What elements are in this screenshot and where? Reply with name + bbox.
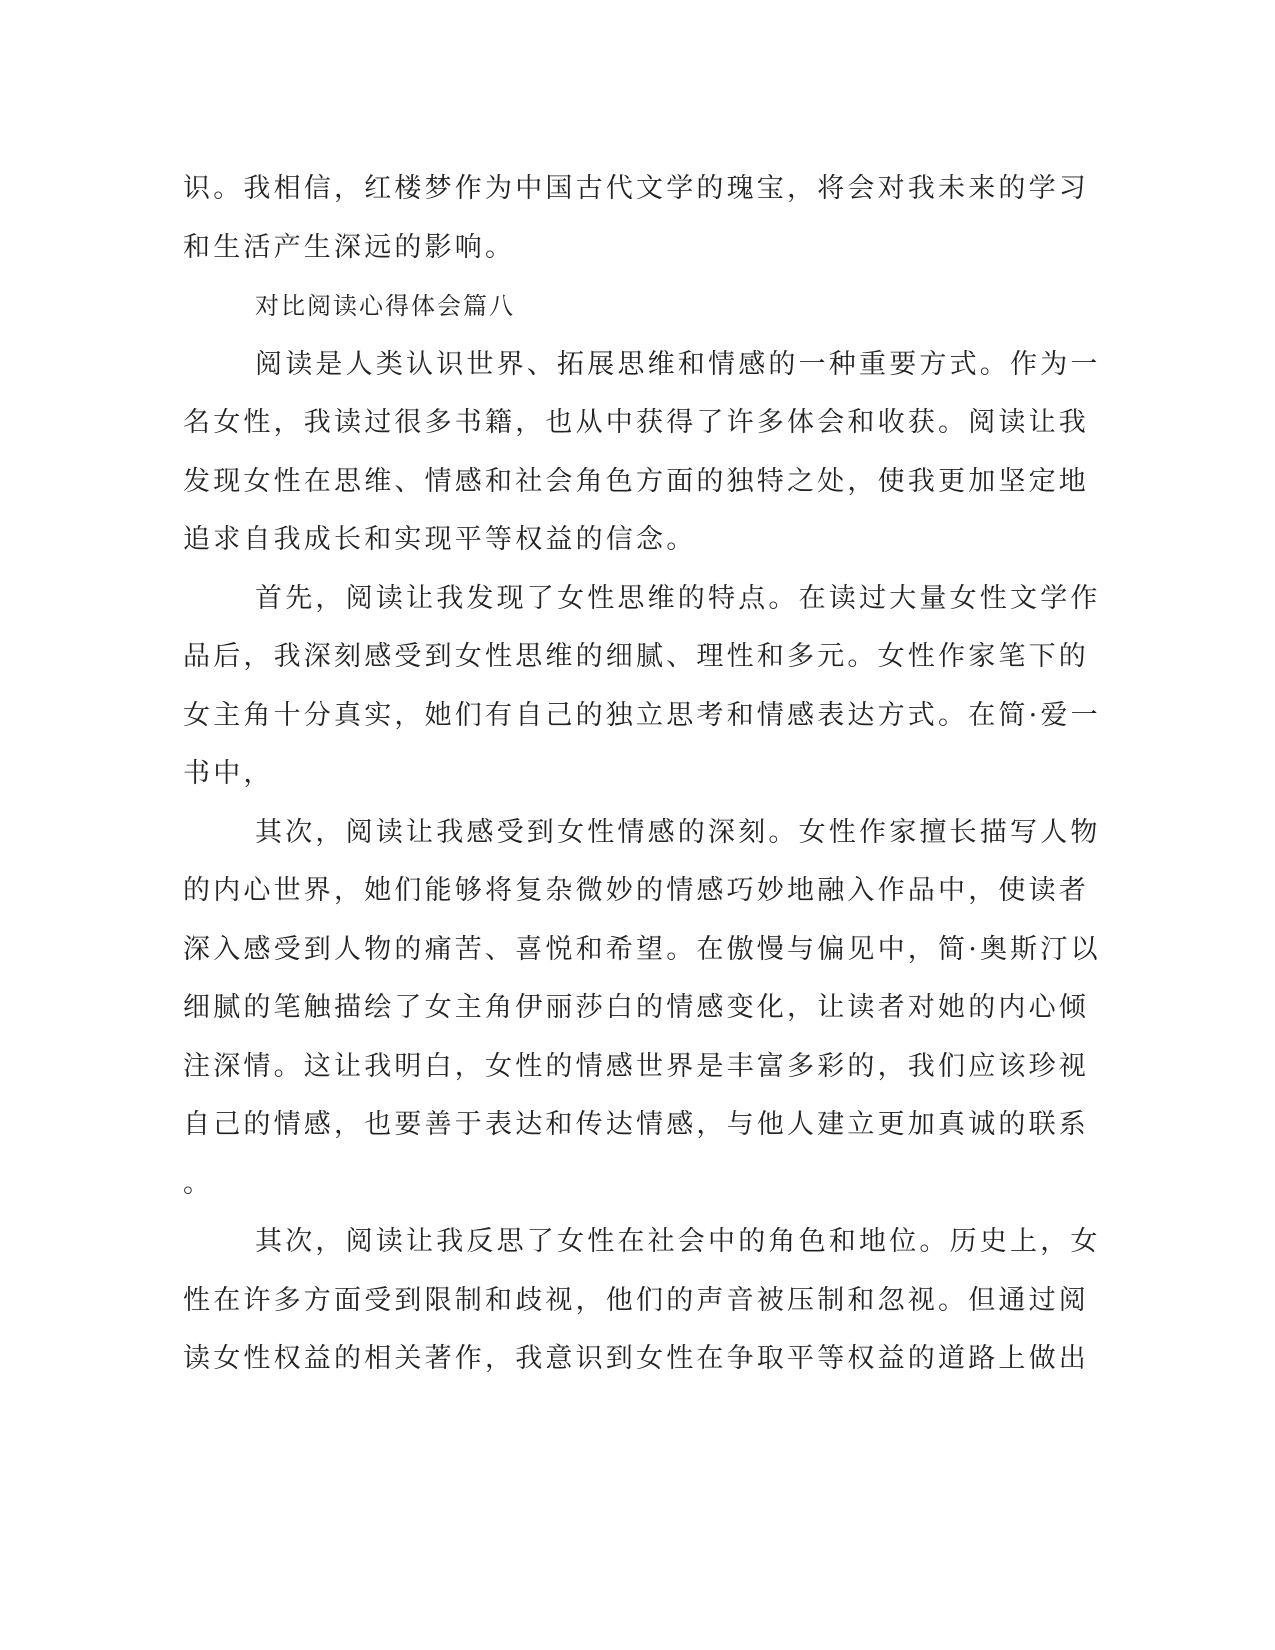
text-line: 发现女性在思维、情感和社会角色方面的独特之处，使我更加坚定地 xyxy=(183,465,1089,497)
text-line: 的内心世界，她们能够将复杂微妙的情感巧妙地融入作品中，使读者 xyxy=(183,875,1089,906)
text-line: 品后，我深刻感受到女性思维的细腻、理性和多元。女性作家笔下的 xyxy=(183,641,1089,672)
text-line: 阅读是人类认识世界、拓展思维和情感的一种重要方式。作为一 xyxy=(255,348,1101,380)
text-line: 注深情。这让我明白，女性的情感世界是丰富多彩的，我们应该珍视 xyxy=(183,1050,1089,1082)
text-line: 其次，阅读让我感受到女性情感的深刻。女性作家擅长描写人物 xyxy=(255,816,1101,848)
text-line: 读女性权益的相关著作，我意识到女性在争取平等权益的道路上做出 xyxy=(183,1343,1089,1374)
text-line: 其次，阅读让我反思了女性在社会中的角色和地位。历史上，女 xyxy=(255,1226,1101,1257)
text-line: 名女性，我读过很多书籍，也从中获得了许多体会和收获。阅读让我 xyxy=(183,407,1089,438)
text-line: 和生活产生深远的影响。 xyxy=(183,231,516,263)
text-line: 女主角十分真实，她们有自己的独立思考和情感表达方式。在简·爱一 xyxy=(183,699,1101,731)
text-line: 识。我相信，红楼梦作为中国古代文学的瑰宝，将会对我未来的学习 xyxy=(183,173,1089,204)
text-line: 。 xyxy=(183,1167,214,1199)
text-line: 书中， xyxy=(183,758,274,789)
text-line: 性在许多方面受到限制和歧视，他们的声音被压制和忽视。但通过阅 xyxy=(183,1284,1089,1316)
text-line: 深入感受到人物的痛苦、喜悦和希望。在傲慢与偏见中，简·奥斯汀以 xyxy=(183,933,1101,965)
text-line: 自己的情感，也要善于表达和传达情感，与他人建立更加真诚的联系 xyxy=(183,1109,1089,1140)
document-body xyxy=(183,160,1101,1389)
text-line: 细腻的笔触描绘了女主角伊丽莎白的情感变化，让读者对她的内心倾 xyxy=(183,992,1089,1023)
section-heading: 对比阅读心得体会篇八 xyxy=(255,292,515,320)
text-line: 追求自我成长和实现平等权益的信念。 xyxy=(183,524,697,555)
text-line: 首先，阅读让我发现了女性思维的特点。在读过大量女性文学作 xyxy=(255,582,1101,614)
